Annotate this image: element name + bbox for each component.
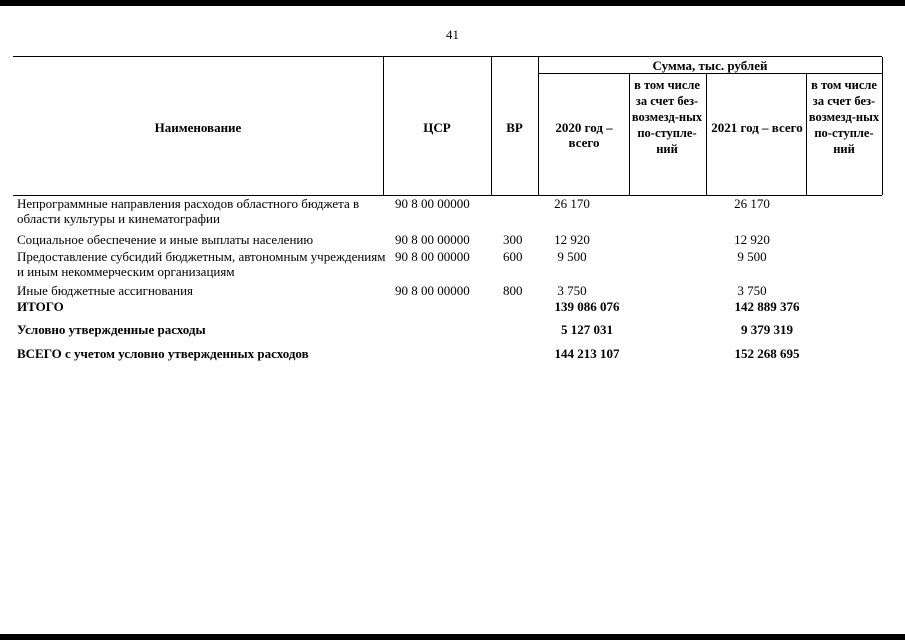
header-divider bbox=[629, 73, 630, 195]
row-vr: 800 bbox=[503, 283, 523, 298]
header-csr: ЦСР bbox=[423, 120, 451, 135]
header-2021-total: 2021 год – всего bbox=[711, 120, 803, 135]
total-name: Условно утвержденные расходы bbox=[17, 322, 206, 337]
row-name: Предоставление субсидий бюджетным, автономным учреждениям и иным некоммерческим организациям bbox=[17, 249, 386, 279]
row-name: Социальное обеспечение и иные выплаты населению bbox=[17, 232, 314, 247]
header-subdivider bbox=[538, 73, 882, 74]
row-vr: 600 bbox=[503, 249, 523, 264]
top-border bbox=[0, 0, 905, 6]
row-csr: 90 8 00 00000 bbox=[395, 283, 470, 298]
total-value-2021: 142 889 376 bbox=[734, 299, 800, 314]
row-value-2020: 9 500 bbox=[557, 249, 587, 264]
total-name: ИТОГО bbox=[17, 299, 64, 314]
total-value-2020: 5 127 031 bbox=[561, 322, 613, 337]
row-csr: 90 8 00 00000 bbox=[395, 249, 470, 264]
row-value-2020: 12 920 bbox=[554, 232, 590, 247]
row-value-2021: 26 170 bbox=[734, 196, 770, 211]
header-divider bbox=[706, 73, 707, 195]
header-divider bbox=[806, 73, 807, 195]
total-value-2021: 152 268 695 bbox=[734, 346, 800, 361]
row-vr: 300 bbox=[503, 232, 523, 247]
total-name: ВСЕГО с учетом условно утвержденных расходов bbox=[17, 346, 309, 361]
total-value-2021: 9 379 319 bbox=[741, 322, 793, 337]
page-number: 41 bbox=[446, 27, 459, 42]
row-name: Непрограммные направления расходов областного бюджета в области культуры и кинематографии bbox=[17, 196, 360, 226]
row-value-2020: 3 750 bbox=[557, 283, 587, 298]
row-value-2021: 3 750 bbox=[737, 283, 767, 298]
total-value-2020: 139 086 076 bbox=[554, 299, 620, 314]
row-csr: 90 8 00 00000 bbox=[395, 232, 470, 247]
header-2020-free: в том числе за счет без-возмезд-ных по-ступле-ний bbox=[631, 78, 703, 156]
total-value-2020: 144 213 107 bbox=[554, 346, 620, 361]
header-divider bbox=[882, 57, 883, 195]
bottom-border bbox=[0, 634, 905, 640]
row-csr: 90 8 00 00000 bbox=[395, 196, 470, 211]
row-name: Иные бюджетные ассигнования bbox=[17, 283, 194, 298]
header-divider bbox=[538, 57, 539, 195]
table-header bbox=[13, 56, 882, 196]
row-value-2021: 12 920 bbox=[734, 232, 770, 247]
header-vr: ВР bbox=[506, 120, 523, 135]
row-value-2020: 26 170 bbox=[554, 196, 590, 211]
header-name: Наименование bbox=[154, 120, 242, 135]
row-value-2021: 9 500 bbox=[737, 249, 767, 264]
header-2020-total: 2020 год – всего bbox=[555, 120, 613, 150]
header-2021-free: в том числе за счет без-возмезд-ных по-ступле-ний bbox=[808, 78, 880, 156]
header-sum-title: Сумма, тыс. рублей bbox=[652, 58, 768, 73]
